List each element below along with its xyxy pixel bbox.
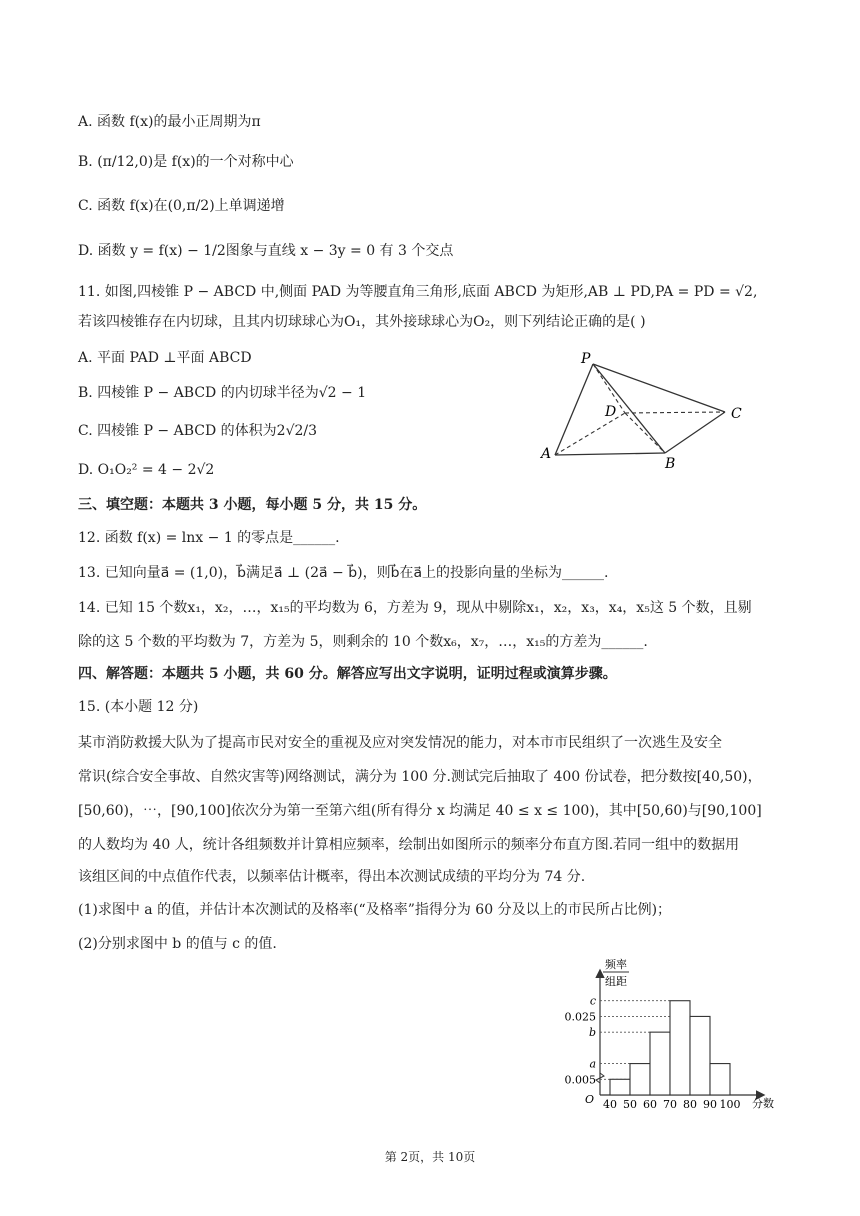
- edge-ab: [555, 453, 665, 455]
- q15-line4: 的人数均为 40 人，统计各组频数并计算相应频率，绘制出如图所示的频率分布直方图.若同一组中的数据用: [78, 837, 740, 853]
- edge-pa: [555, 364, 593, 455]
- section-3-heading: 三、填空题：本题共 3 小题，每小题 5 分，共 15 分。: [78, 497, 427, 513]
- y-axis-label-bottom: 组距: [605, 975, 627, 988]
- q11-option-a: A. 平面 PAD ⊥平面 ABCD: [78, 350, 252, 366]
- q15-line2: 常识(综合安全事故、自然灾害等)网络测试，满分为 100 分.测试完后抽取了 400 份试卷，把分数按[40,50)，: [78, 769, 762, 785]
- y-tick-label: 0.005: [564, 1073, 596, 1087]
- q11-option-c: C. 四棱锥 P − ABCD 的体积为2√2/3: [78, 423, 318, 439]
- y-axis-label-top: 频率: [605, 958, 627, 971]
- q15-header: 15. (本小题 12 分): [78, 699, 199, 715]
- q10-option-c: C. 函数 f(x)在(0,π/2)上单调递增: [78, 198, 285, 214]
- q14-line2: 除的这 5 个数的平均数为 7，方差为 5，则剩余的 10 个数x₆，x₇，…，x₁₅的方差为______.: [78, 634, 648, 650]
- y-tick-label: b: [588, 1026, 596, 1040]
- x-tick-label: 90: [703, 1098, 717, 1111]
- y-tick-label: a: [589, 1057, 596, 1071]
- label-p: P: [581, 351, 591, 367]
- label-b: B: [665, 456, 676, 472]
- histogram-bar-50-60: [630, 1064, 650, 1095]
- histogram-bar-90-100: [710, 1064, 730, 1095]
- q11-option-b: B. 四棱锥 P − ABCD 的内切球半径为√2 − 1: [78, 385, 367, 401]
- label-a: A: [541, 446, 552, 462]
- x-tick-label: 60: [643, 1098, 657, 1111]
- pyramid-figure: [535, 350, 760, 475]
- edge-db: [625, 413, 665, 453]
- x-tick-label: 40: [603, 1098, 617, 1111]
- q15-line1: 某市消防救援大队为了提高市民对安全的重视及应对突发情况的能力，对本市市民组织了一次逃生及安全: [78, 735, 722, 751]
- histogram-bar-80-90: [690, 1016, 710, 1095]
- histogram: [555, 955, 780, 1115]
- q10-option-a: A. 函数 f(x)的最小正周期为π: [78, 114, 261, 130]
- x-tick-label: 70: [663, 1098, 677, 1111]
- q15-line6: (1)求图中 a 的值，并估计本次测试的及格率(“及格率”指得分为 60 分及以上的市民所占比例)；: [78, 902, 672, 918]
- page-footer: 第 2页，共 10页: [384, 1150, 476, 1164]
- histogram-bar-60-70: [650, 1032, 670, 1095]
- q10-option-b: B. (π/12,0)是 f(x)的一个对称中心: [78, 154, 294, 170]
- y-tick-label: 0.025: [564, 1010, 596, 1024]
- x-tick-label: 80: [683, 1098, 697, 1111]
- label-c: C: [731, 406, 742, 422]
- histogram-bar-70-80: [670, 1001, 690, 1095]
- label-d: D: [605, 404, 617, 420]
- section-4-heading: 四、解答题：本题共 5 小题，共 60 分。解答应写出文字说明，证明过程或演算步骤。: [78, 666, 617, 682]
- q10-option-d: D. 函数 y = f(x) − 1/2图象与直线 x − 3y = 0 有 3 个交点: [78, 243, 454, 259]
- x-tick-label: 100: [719, 1098, 741, 1111]
- q11-stem-line1: 11. 如图,四棱锥 P − ABCD 中,侧面 PAD 为等腰直角三角形,底面 ABCD 为矩形,AB ⊥ PD,PA = PD = √2,: [78, 284, 758, 300]
- x-axis-label: 分数: [752, 1097, 774, 1110]
- q15-line5: 该组区间的中点值作代表，以频率估计概率，得出本次测试成绩的平均分为 74 分.: [78, 869, 586, 885]
- q14-line1: 14. 已知 15 个数x₁，x₂，…，x₁₅的平均数为 6，方差为 9，现从中剔除x₁，x₂，x₃，x₄，x₅这 5 个数，且剔: [78, 600, 752, 616]
- origin-label: O: [585, 1093, 595, 1106]
- edge-bc: [665, 412, 725, 453]
- y-tick-label: c: [589, 994, 596, 1008]
- q15-line7: (2)分别求图中 b 的值与 c 的值.: [78, 936, 277, 952]
- q13-text: 13. 已知向量a⃗ = (1,0)，b⃗满足a⃗ ⊥ (2a⃗ − b⃗)，则b⃗在a⃗上的投影向量的坐标为______.: [78, 565, 609, 581]
- q11-option-d: D. O₁O₂² = 4 − 2√2: [78, 462, 215, 478]
- histogram-bar-40-50: [610, 1079, 630, 1095]
- edge-dc: [625, 412, 725, 413]
- q15-line3: [50,60)，⋯，[90,100]依次分为第一至第六组(所有得分 x 均满足 40 ≤ x ≤ 100)，其中[50,60)与[90,100]: [78, 803, 762, 819]
- q12-text: 12. 函数 f(x) = lnx − 1 的零点是______.: [78, 530, 340, 546]
- x-tick-label: 50: [623, 1098, 637, 1111]
- q11-stem-line2: 若该四棱锥存在内切球，且其内切球球心为O₁，其外接球球心为O₂，则下列结论正确的是( ): [78, 314, 646, 330]
